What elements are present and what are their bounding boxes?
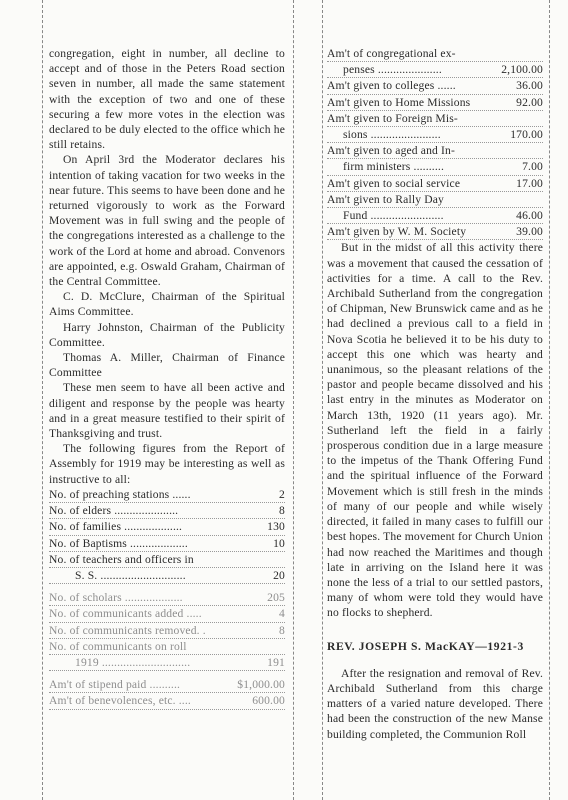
figure-label: No. of communicants on roll (49, 639, 187, 653)
section-heading: REV. JOSEPH S. MacKAY—1921-3 (327, 639, 524, 653)
amount-row (327, 224, 543, 240)
amount-label: penses ..................... (343, 63, 442, 77)
figure-label: No. of elders ..................... (49, 504, 179, 518)
amount-label: Am't given to social service (327, 176, 461, 190)
amount-label: firm ministers .......... (343, 160, 445, 174)
amount-row (327, 46, 543, 62)
figure-value: 8 (279, 504, 285, 518)
figure-label: Am't of stipend paid .......... (49, 678, 181, 692)
amount-row (327, 127, 543, 143)
figure-value: 205 (267, 591, 285, 605)
figure-label: No. of scholars ................... (49, 591, 183, 605)
amount-row (327, 208, 543, 224)
amount-row (327, 159, 543, 175)
amount-row (327, 143, 543, 159)
left-column (49, 46, 285, 710)
paragraph: But in the midst of all this activity there was a movement that caused the cessation of activities for a time. A call to the Rev. Archibald Sutherland from the congregation of Chipman, New Brunswick came and as he had declined a previous call to a field in Nova Scotia he believed it to be his duty to accept this one which was hearty and unanimous, so the pleasant relations of the pastor and people became dissolved and his last entry in the minutes as Moderator on March 13th, 1920 (11 years ago). Mr. Sutherland left the field in a fairly prosperous condition due in a large measure to the impetus of the Thank Offering Fund and the spiritual influence of the Forward Movement which is still fresh in the minds of many of our people and while wisely directed, it failed in many cases to fulfill our best hopes. The movement for Church Union had now reached the Maritimes and though late in arriving on the Island here it was none the less of a trial to our settled pastors, many of whom were told they would have no flocks to shepherd. (327, 241, 543, 620)
figures-table (49, 487, 285, 710)
amount-row (327, 192, 543, 208)
figure-row (49, 552, 285, 568)
amount-label: Fund ........................ (343, 209, 444, 223)
figure-row (49, 590, 285, 606)
figure-label: No. of communicants added ..... (49, 607, 202, 621)
paragraph: After the resignation and removal of Rev. Archibald Sutherland from this charge matters of a varied nature developed. There had been the construction of the new Manse building completed, the Communion Roll (327, 666, 543, 741)
figure-label: No. of communicants removed. . (49, 623, 206, 637)
figure-row (49, 568, 285, 584)
amount-label: Am't given to aged and In- (327, 144, 456, 158)
figure-value: 191 (267, 655, 285, 669)
figure-row (49, 639, 285, 655)
figure-value: 600.00 (252, 694, 285, 708)
figure-value: 130 (267, 520, 285, 534)
figure-row (49, 536, 285, 552)
amount-row (327, 62, 543, 78)
amounts-table (327, 46, 543, 240)
figure-label: 1919 ............................. (75, 655, 191, 669)
figure-row (49, 693, 285, 709)
amount-label: Am't given to Home Missions (327, 95, 471, 109)
amount-label: Am't given to colleges ...... (327, 79, 456, 93)
figure-row (49, 487, 285, 503)
amount-row (327, 111, 543, 127)
paragraph: Thomas A. Miller, Chairman of Finance Committee (49, 351, 285, 380)
figure-label: No. of Baptisms ................... (49, 536, 188, 550)
figure-row (49, 503, 285, 519)
figure-label: No. of families ................... (49, 520, 183, 534)
amount-label: Am't given by W. M. Society (327, 225, 467, 239)
amount-row (327, 78, 543, 94)
figure-value: 20 (273, 568, 285, 582)
figure-label: Am't of benevolences, etc. .... (49, 694, 191, 708)
paragraph: Harry Johnston, Chairman of the Publicity Committee. (49, 320, 285, 349)
figure-row (49, 677, 285, 693)
amount-value: 39.00 (516, 225, 543, 239)
amount-label: Am't of congregational ex- (327, 47, 456, 60)
figure-row (49, 655, 285, 671)
amount-value: 2,100.00 (501, 63, 543, 77)
paragraph: congregation, eight in number, all decline to accept and of those in the Peters Road section seven in number, all made the same statement with the exception of two and one of these securing a few more votes in the election was declared to be duly elected to the office which he still retains. (49, 47, 285, 152)
figure-row (49, 606, 285, 622)
figure-row (49, 623, 285, 639)
amount-value: 170.00 (510, 128, 543, 142)
figure-row (49, 519, 285, 535)
figure-label: No. of preaching stations ...... (49, 487, 191, 501)
amount-value: 36.00 (516, 79, 543, 93)
amount-row (327, 176, 543, 192)
amount-value: 92.00 (516, 95, 543, 109)
amount-label: Am't given to Foreign Mis- (327, 111, 458, 125)
figure-label: S. S. ............................ (75, 568, 186, 582)
figure-value: 10 (273, 536, 285, 550)
amount-value: 17.00 (516, 176, 543, 190)
figure-value: $1,000.00 (237, 678, 285, 692)
amount-row (327, 95, 543, 111)
amount-label: Am't given to Rally Day (327, 192, 444, 206)
figure-label: No. of teachers and officers in (49, 552, 194, 566)
paragraph: These men seem to have all been active and diligent and response by the people was hearty and in a great measure testified to their spirit of Thanksgiving and trust. (49, 381, 285, 441)
amount-value: 7.00 (522, 160, 543, 174)
amount-value: 46.00 (516, 209, 543, 223)
paragraph: The following figures from the Report of Assembly for 1919 may be interesting as well as instructive to all: (49, 442, 285, 486)
paragraph: On April 3rd the Moderator declares his intention of taking vacation for two weeks in the near future. This seems to have been done and he returned vigorously to work as the Forward Movement was in full swing and the people of the congregations interested as a challenge to the work of the Lord at home and abroad. Convenors are appointed, e.g. Oswald Graham, Chairman of the Central Committee. (49, 153, 285, 289)
figure-value: 8 (279, 623, 285, 637)
amount-label: sions ....................... (343, 128, 441, 142)
paragraph: C. D. McClure, Chairman of the Spiritual Aims Committee. (49, 290, 285, 319)
figure-value: 4 (279, 607, 285, 621)
figure-value: 2 (279, 487, 285, 501)
right-column (327, 46, 543, 742)
